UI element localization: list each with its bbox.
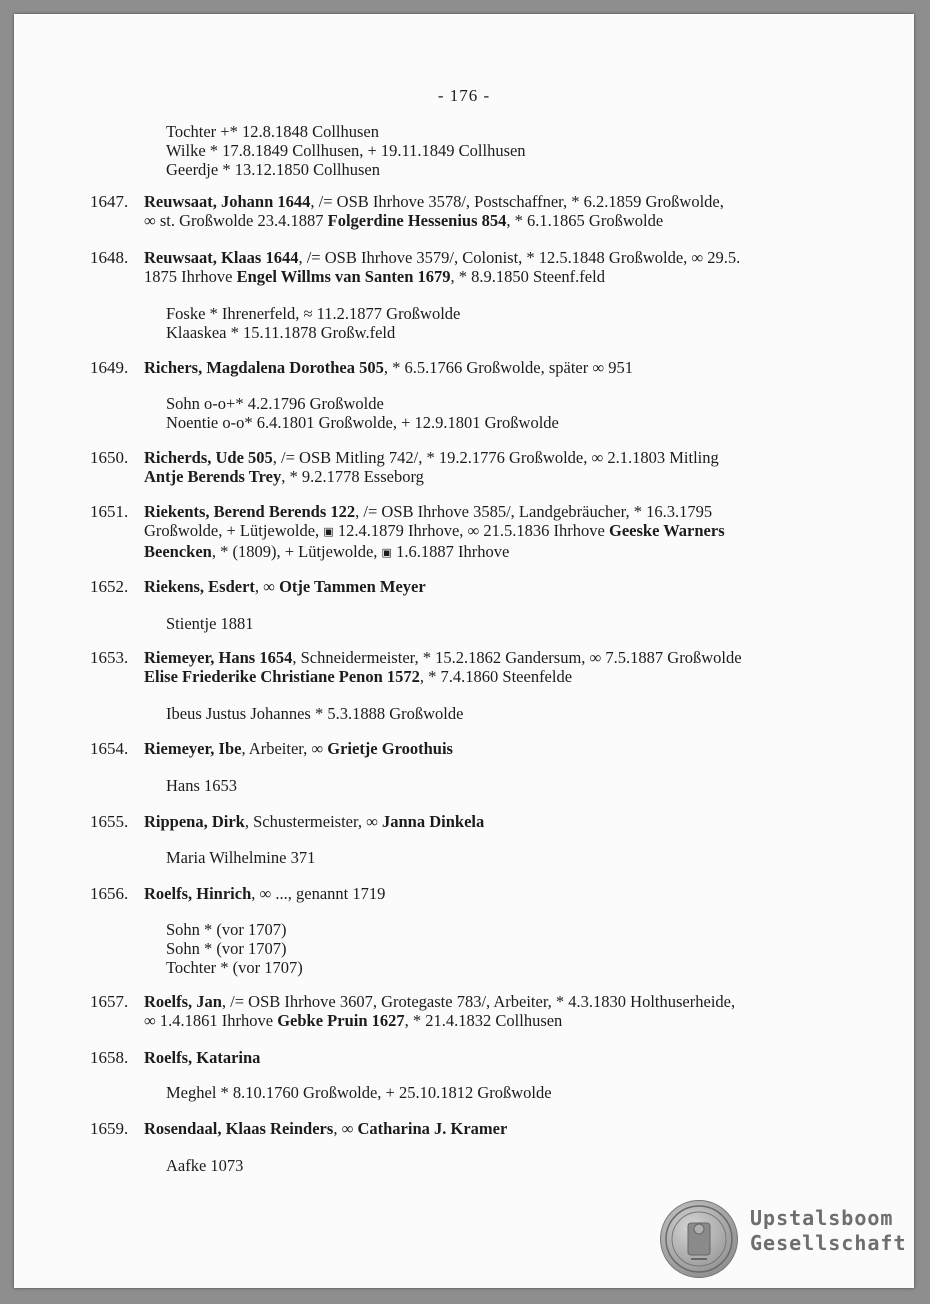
entry-text xyxy=(144,1048,844,1067)
child-line: Sohn * (vor 1707) xyxy=(166,939,287,958)
child-line: Meghel * 8.10.1760 Großwolde, + 25.10.1812 Großwolde xyxy=(166,1083,552,1102)
children-1653 xyxy=(166,704,463,723)
document-page xyxy=(14,14,914,1288)
society-logo xyxy=(660,1200,907,1276)
entry-number: 1649. xyxy=(90,358,129,377)
entry-text xyxy=(144,1119,844,1138)
entry-number: 1659. xyxy=(90,1119,129,1138)
entry-details: , ∞ ..., genannt 1719 xyxy=(251,884,386,903)
person-name: Riekens, Esdert xyxy=(144,577,255,596)
entry-text xyxy=(144,648,844,686)
entry-details: Großwolde, + Lütjewolde, xyxy=(144,521,324,540)
person-name: Roelfs, Jan xyxy=(144,992,222,1011)
entry-details: , /= OSB Ihrhove 3578/, Postschaffner, * 6.2.1859 Großwolde, xyxy=(310,192,724,211)
children-1652 xyxy=(166,614,254,633)
spouse-details: , * 6.1.1865 Großwolde xyxy=(506,211,664,230)
children-1658 xyxy=(166,1083,552,1102)
entry-details: , /= OSB Ihrhove 3579/, Colonist, * 12.5.1848 Großwolde, ∞ 29.5. xyxy=(298,248,741,267)
child-line: Stientje 1881 xyxy=(166,614,254,633)
seal-icon xyxy=(660,1200,738,1278)
spouse-name: Beencken xyxy=(144,542,212,561)
entry-number: 1652. xyxy=(90,577,129,596)
entry-number: 1651. xyxy=(90,502,129,521)
child-line: Foske * Ihrenerfeld, ≈ 11.2.1877 Großwolde xyxy=(166,304,461,323)
person-name: Richers, Magdalena Dorothea 505 xyxy=(144,358,384,377)
spouse-name: Geeske Warners xyxy=(608,521,725,540)
entry-number: 1658. xyxy=(90,1048,129,1067)
logo-text xyxy=(750,1206,907,1256)
child-line: Geerdje * 13.12.1850 Collhusen xyxy=(166,160,381,179)
entry-text xyxy=(144,884,844,903)
entry-text xyxy=(144,992,844,1030)
spouse-name: Elise Friederike Christiane Penon 1572 xyxy=(144,667,420,686)
entry-text xyxy=(144,448,844,486)
child-line: Sohn o-o+* 4.2.1796 Großwolde xyxy=(166,394,384,413)
child-line: Aafke 1073 xyxy=(166,1156,244,1175)
spouse-details: 1.6.1887 Ihrhove xyxy=(391,542,510,561)
person-name: Riekents, Berend Berends 122 xyxy=(144,502,356,521)
spouse-name: Gebke Pruin 1627 xyxy=(277,1011,405,1030)
person-name: Reuwsaat, Johann 1644 xyxy=(144,192,311,211)
entry-details: , ∞ xyxy=(254,577,280,596)
spouse-name: Otje Tammen Meyer xyxy=(279,577,426,596)
person-name: Reuwsaat, Klaas 1644 xyxy=(144,248,299,267)
spouse-name: Folgerdine Hessenius 854 xyxy=(327,211,507,230)
entry-text xyxy=(144,812,844,831)
entry-details: , /= OSB Ihrhove 3585/, Landgebräucher, * 16.3.1795 xyxy=(355,502,713,521)
person-name: Riemeyer, Hans 1654 xyxy=(144,648,293,667)
children-1659 xyxy=(166,1156,243,1175)
entry-details: , ∞ xyxy=(333,1119,358,1138)
spouse-name: Engel Willms van Santen 1679 xyxy=(236,267,451,286)
entry-text xyxy=(144,248,844,286)
page-number: - 176 - xyxy=(437,86,491,105)
entry-details: , * 6.5.1766 Großwolde, später ∞ 951 xyxy=(383,358,633,377)
entry-details: , /= OSB Ihrhove 3607, Grotegaste 783/, Arbeiter, * 4.3.1830 Holthuserheide, xyxy=(221,992,736,1011)
entry-number: 1655. xyxy=(90,812,129,831)
marriage-details: ∞ 1.4.1861 Ihrhove xyxy=(144,1011,278,1030)
child-line: Tochter +* 12.8.1848 Collhusen xyxy=(166,122,380,141)
entry-details: , /= OSB Mitling 742/, * 19.2.1776 Großwolde, ∞ 2.1.1803 Mitling xyxy=(272,448,719,467)
marriage-details: ∞ st. Großwolde 23.4.1887 xyxy=(144,211,328,230)
child-line: Hans 1653 xyxy=(166,776,238,795)
spouse-details: , * 8.9.1850 Steenf.feld xyxy=(450,267,605,286)
children-1648 xyxy=(166,304,460,342)
entry-number: 1654. xyxy=(90,739,129,758)
logo-line-1: Upstalsboom xyxy=(750,1206,894,1230)
person-name: Riemeyer, Ibe xyxy=(144,739,242,758)
person-name: Roelfs, Katarina xyxy=(144,1048,261,1067)
child-line: Sohn * (vor 1707) xyxy=(166,920,287,939)
entry-number: 1653. xyxy=(90,648,129,667)
entry-number: 1657. xyxy=(90,992,129,1011)
entry-text xyxy=(144,358,844,377)
child-line: Wilke * 17.8.1849 Collhusen, + 19.11.1849 Collhusen xyxy=(166,141,526,160)
child-line: Maria Wilhelmine 371 xyxy=(166,848,316,867)
person-name: Roelfs, Hinrich xyxy=(144,884,252,903)
child-line: Noentie o-o* 6.4.1801 Großwolde, + 12.9.1801 Großwolde xyxy=(166,413,559,432)
child-line: Klaaskea * 15.11.1878 Großw.feld xyxy=(166,323,396,342)
burial-icon: ▣ xyxy=(381,547,392,559)
spouse-details: , * 9.2.1778 Esseborg xyxy=(281,467,424,486)
entry-details: , Schneidermeister, * 15.2.1862 Gandersum, ∞ 7.5.1887 Großwolde xyxy=(292,648,742,667)
logo-line-2: Gesellschaft xyxy=(750,1231,907,1255)
entry-number: 1656. xyxy=(90,884,129,903)
entry-details: , Schustermeister, ∞ xyxy=(244,812,382,831)
child-line: Tochter * (vor 1707) xyxy=(166,958,303,977)
children-1654 xyxy=(166,776,237,795)
spouse-name: Antje Berends Trey xyxy=(144,467,282,486)
top-children xyxy=(166,122,526,179)
children-1655 xyxy=(166,848,315,867)
spouse-details: , * 21.4.1832 Collhusen xyxy=(404,1011,563,1030)
person-name: Rosendaal, Klaas Reinders xyxy=(144,1119,334,1138)
entry-text xyxy=(144,192,844,230)
spouse-name: Janna Dinkela xyxy=(381,812,485,831)
spouse-name: Catharina J. Kramer xyxy=(357,1119,508,1138)
person-name: Rippena, Dirk xyxy=(144,812,245,831)
spouse-details: , * 7.4.1860 Steenfelde xyxy=(419,667,573,686)
person-name: Richerds, Ude 505 xyxy=(144,448,273,467)
child-line: Ibeus Justus Johannes * 5.3.1888 Großwolde xyxy=(166,704,464,723)
children-1656 xyxy=(166,920,303,977)
entry-text xyxy=(144,502,844,563)
spouse-details: , * (1809), + Lütjewolde, xyxy=(211,542,382,561)
entry-text xyxy=(144,739,844,758)
entry-text xyxy=(144,577,844,596)
burial-icon: ▣ xyxy=(323,526,334,538)
marriage-details: 1875 Ihrhove xyxy=(144,267,237,286)
entry-number: 1647. xyxy=(90,192,129,211)
marriage-details: 12.4.1879 Ihrhove, ∞ 21.5.1836 Ihrhove xyxy=(333,521,609,540)
entry-number: 1648. xyxy=(90,248,129,267)
entry-number: 1650. xyxy=(90,448,129,467)
spouse-name: Grietje Groothuis xyxy=(327,739,453,758)
entry-details: , Arbeiter, ∞ xyxy=(241,739,328,758)
children-1649 xyxy=(166,394,559,432)
